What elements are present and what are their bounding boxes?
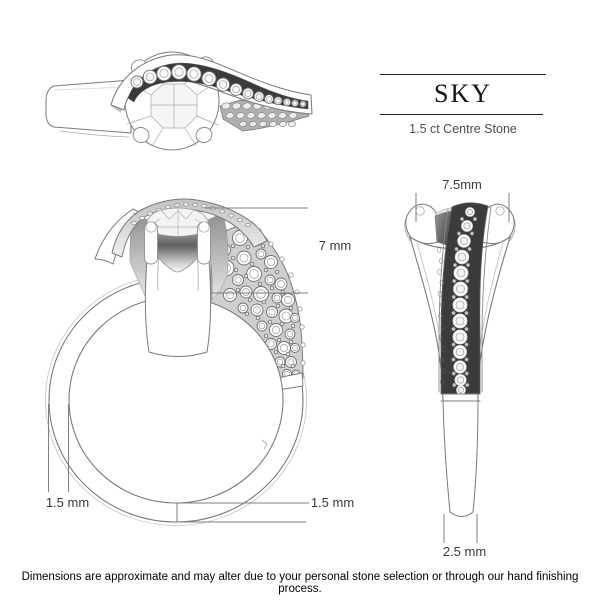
brand-title: SKY — [433, 79, 492, 108]
leader-shank-width — [444, 514, 477, 543]
dim-label-head-width: 7.5mm — [442, 177, 482, 192]
footer-disclaimer: Dimensions are approximate and may alter due to your personal stone selection or through our hand finishing process. — [21, 571, 579, 595]
dim-label-band-width: 1.5 mm — [45, 495, 90, 510]
dim-label-band-thickness: 1.5 mm — [310, 495, 355, 510]
side-view-drawing — [405, 203, 516, 517]
dim-label-stone-height: 7 mm — [318, 238, 352, 253]
front-view-drawing — [46, 199, 307, 525]
top-view-drawing — [46, 52, 312, 150]
centre-stone-subtitle: 1.5 ct Centre Stone — [409, 122, 517, 136]
title-rule-bottom — [380, 114, 543, 115]
dim-label-shank-width: 2.5 mm — [442, 544, 487, 559]
title-rule-top — [380, 74, 546, 75]
